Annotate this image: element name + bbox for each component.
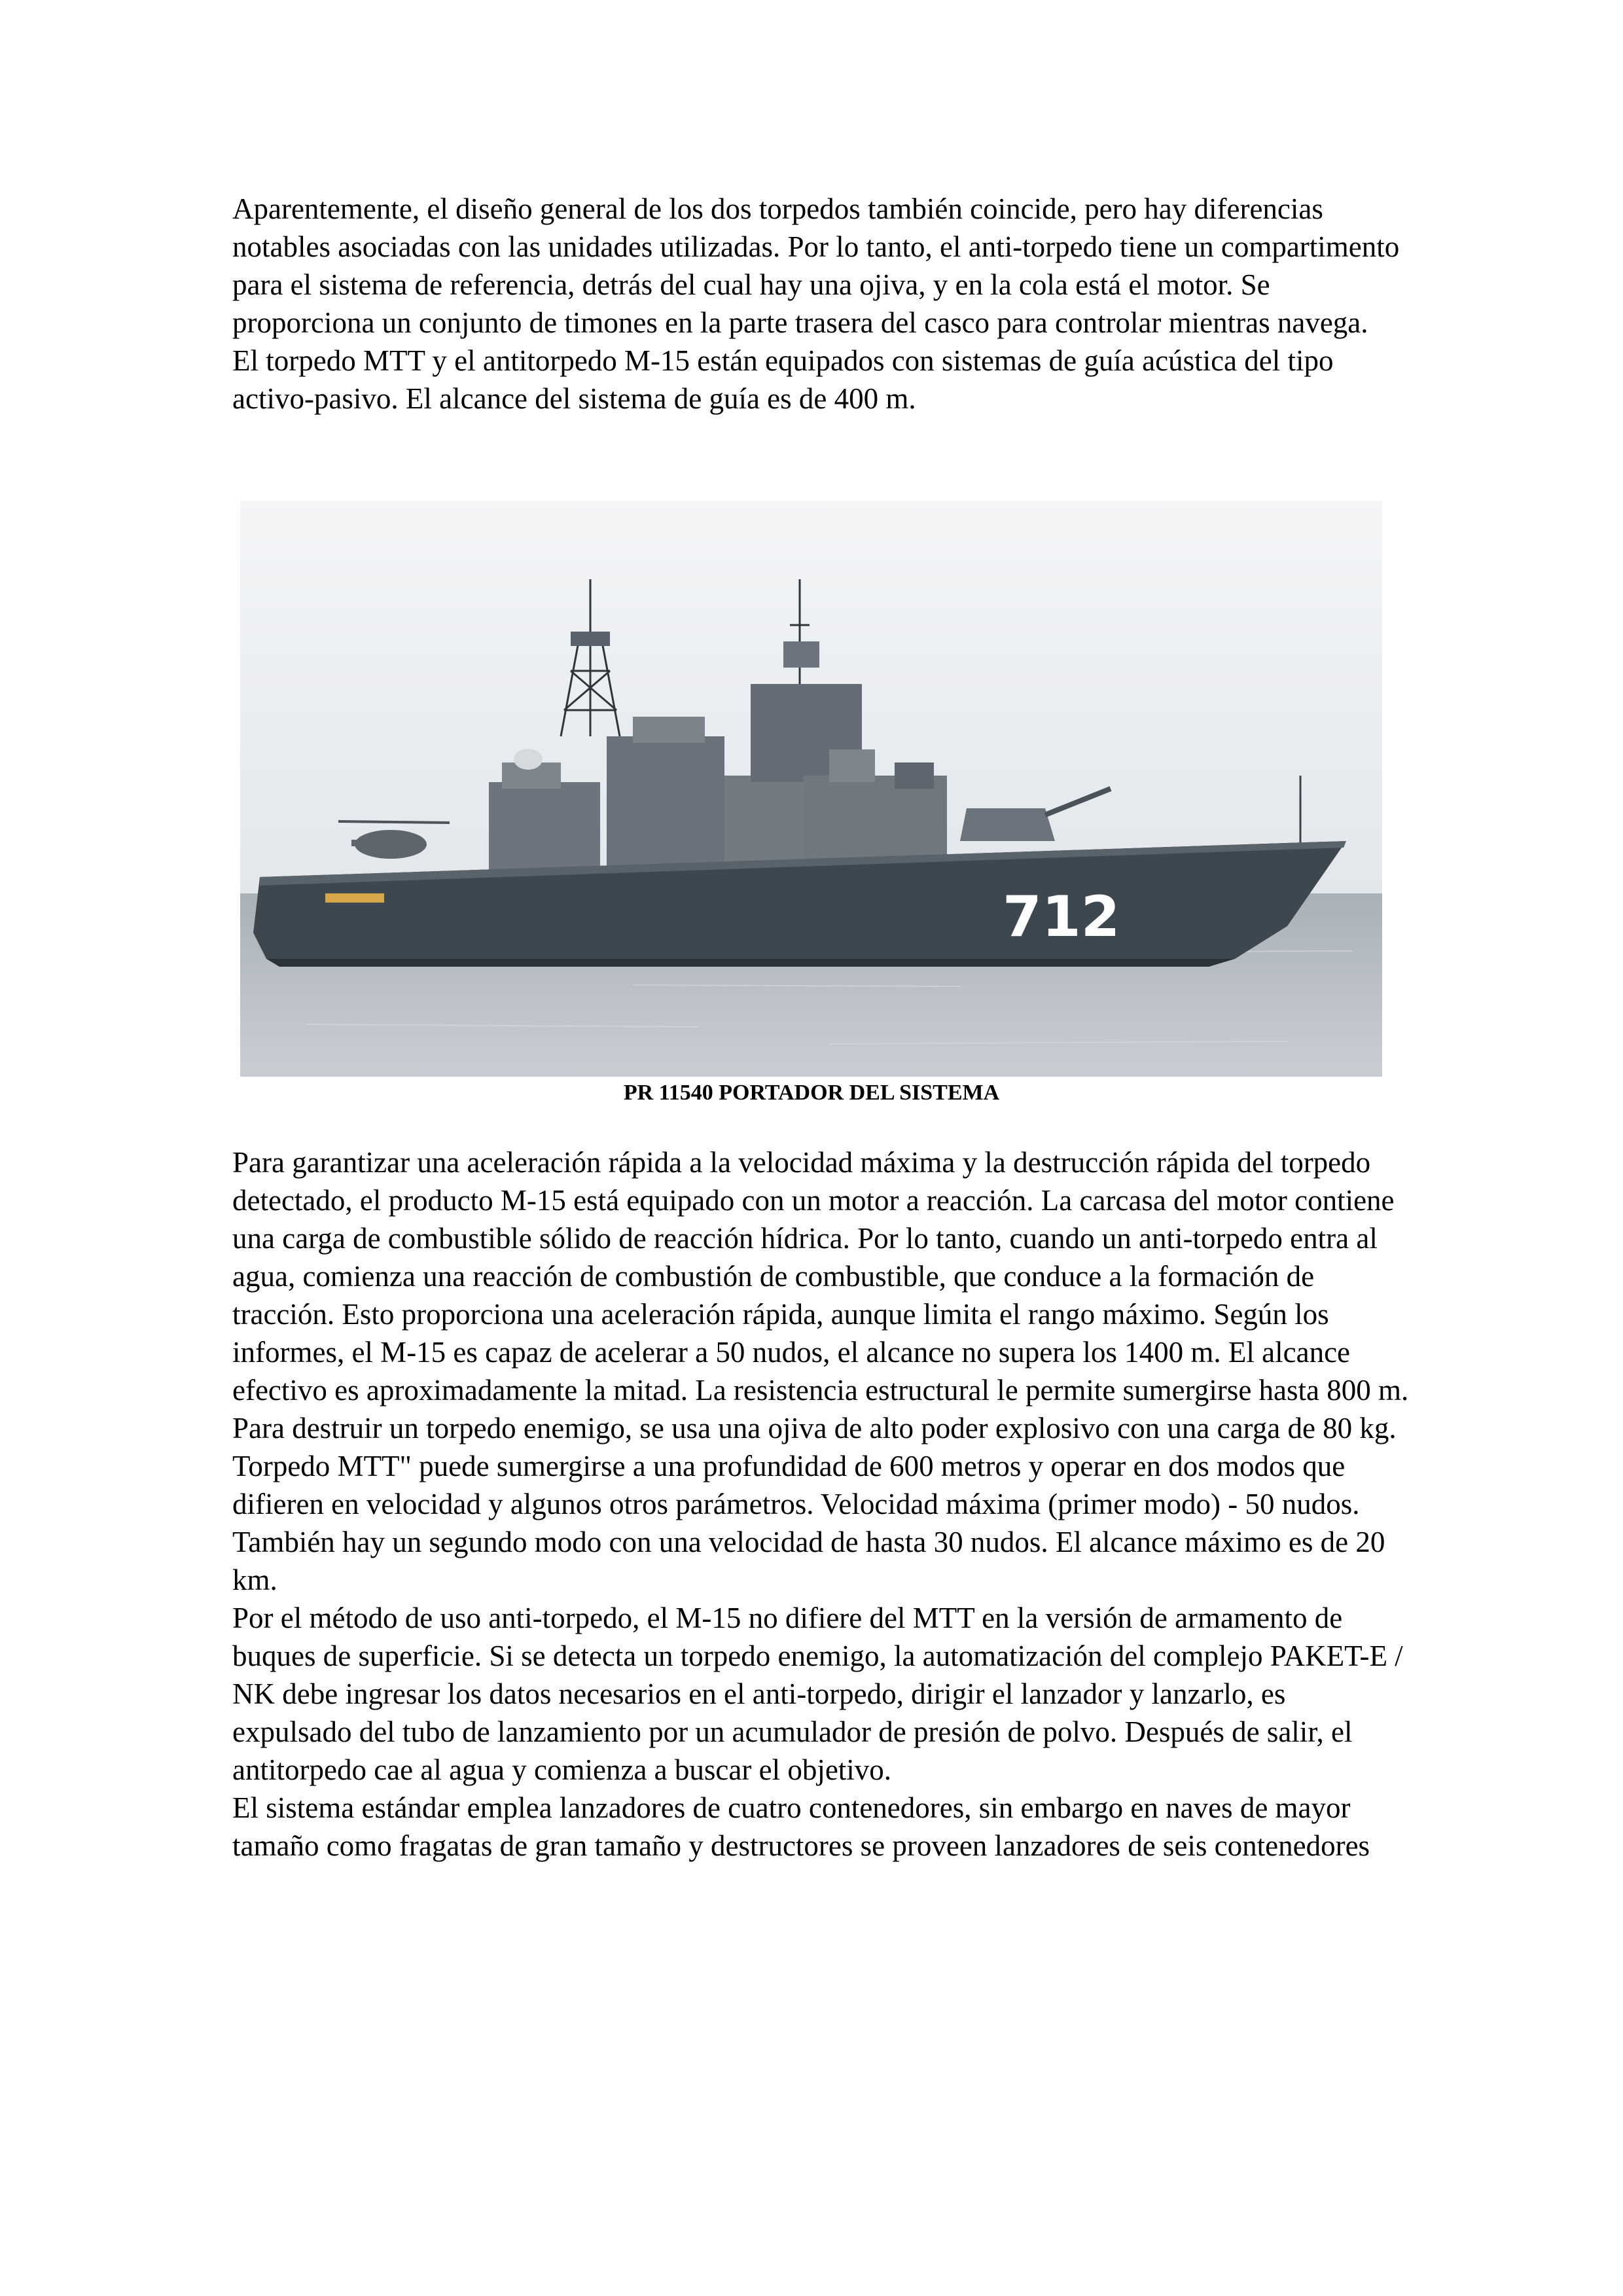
- body-paragraph-1: Para garantizar una aceleración rápida a la velocidad máxima y la destrucción rápida del torpedo detectado, el producto M-15 está equipado con un motor a reacción. La carcasa del motor contiene una carga de combustible sólido de reacción hídrica. Por lo tanto, cuando un anti-torpedo entra al agua, comienza una reacción de combustión de combustible, que conduce a la formación de tracción. Esto proporciona una aceleración rápida, aunque limita el rango máximo. Según los informes, el M-15 es capaz de acelerar a 50 nudos, el alcance no supera los 1400 m. El alcance efectivo es aproximadamente la mitad. La resistencia estructural le permite sumergirse hasta 800 m. Para destruir un torpedo enemigo, se usa una ojiva de alto poder explosivo con una carga de 80 kg.: [232, 1146, 1409, 1444]
- intro-paragraph-2: El torpedo MTT y el antitorpedo M-15 están equipados con sistemas de guía acústica del tipo activo-pasivo. El alcance del sistema de guía es de 400 m.: [232, 344, 1334, 415]
- intro-paragraph-1: Aparentemente, el diseño general de los dos torpedos también coincide, pero hay diferencias notables asociadas con las unidades utilizadas. Por lo tanto, el anti-torpedo tiene un compartimento para el sistema de referencia, detrás del cual hay una ojiva, y en la cola está el motor. Se proporciona un conjunto de timones en la parte trasera del casco para controlar mientras navega.: [232, 192, 1400, 339]
- body-paragraph-3: Por el método de uso anti-torpedo, el M-15 no difiere del MTT en la versión de armamento de buques de superficie. Si se detecta un torpedo enemigo, la automatización del complejo PAKET-E / NK debe ingresar los datos necesarios en el anti-torpedo, dirigir el lanzador y lanzarlo, es expulsado del tubo de lanzamiento por un acumulador de presión de polvo. Después de salir, el antitorpedo cae al agua y comienza a buscar el objetivo.: [232, 1602, 1403, 1786]
- intro-text: [232, 190, 1410, 418]
- hull-number: 712: [1003, 884, 1120, 950]
- body-paragraph-4: El sistema estándar emplea lanzadores de cuatro contenedores, sin embargo en naves de mayor tamaño como fragatas de gran tamaño y destructores se proveen lanzadores de seis contenedores: [232, 1791, 1370, 1862]
- body-paragraph-2: Torpedo MTT" puede sumergirse a una profundidad de 600 metros y operar en dos modos que difieren en velocidad y algunos otros parámetros. Velocidad máxima (primer modo) - 50 nudos. También hay un segundo modo con una velocidad de hasta 30 nudos. El alcance máximo es de 20 km.: [232, 1450, 1385, 1596]
- body-text: [232, 1143, 1410, 1865]
- figure-caption: PR 11540 PORTADOR DEL SISTEMA: [623, 1081, 1000, 1105]
- ship-photo: [240, 501, 1382, 1077]
